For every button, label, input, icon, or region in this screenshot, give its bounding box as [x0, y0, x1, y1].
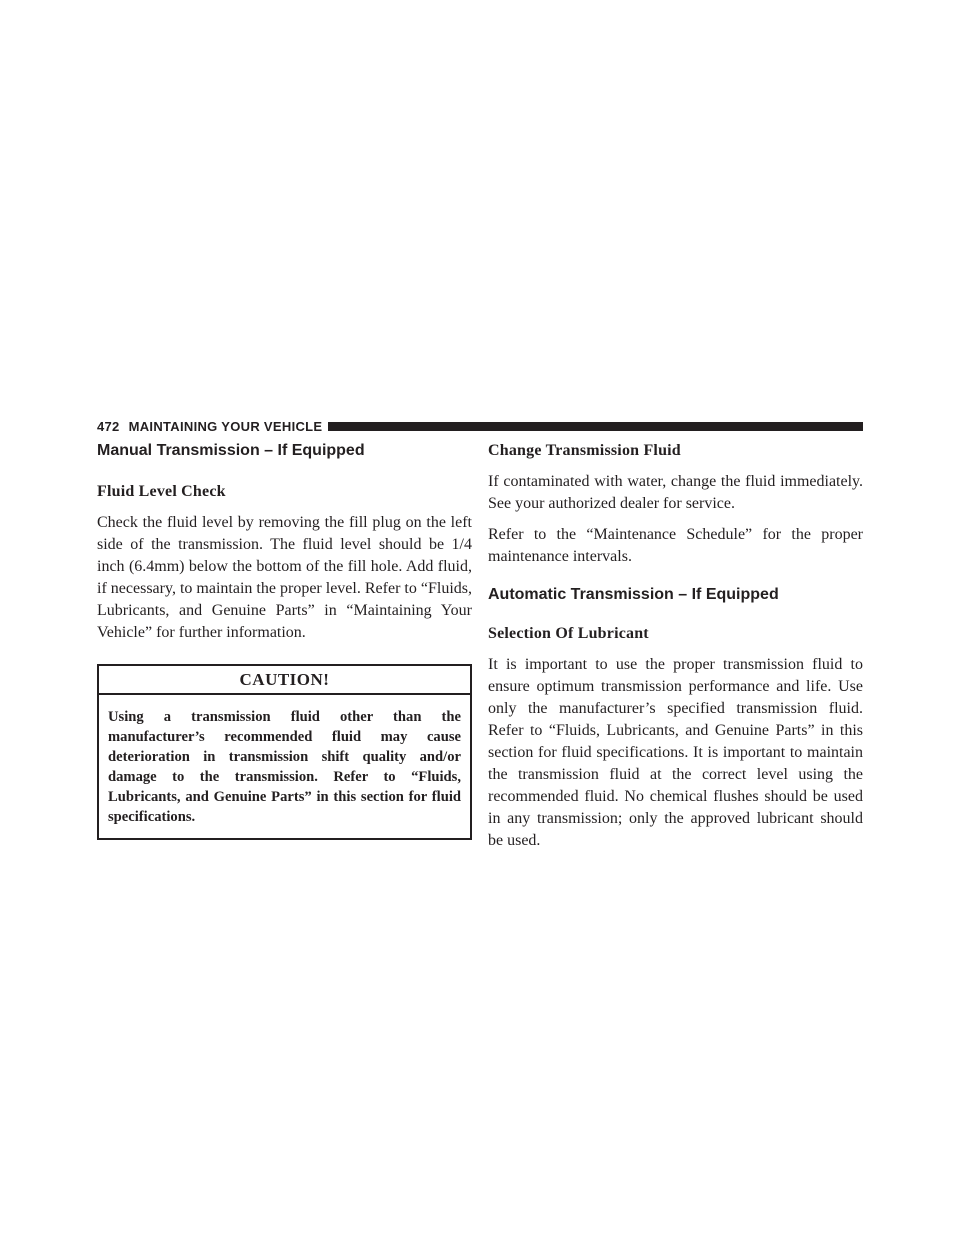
change-fluid-heading: Change Transmission Fluid: [488, 442, 681, 459]
automatic-transmission-heading: Automatic Transmission – If Equipped: [488, 586, 779, 603]
manual-transmission-heading: Manual Transmission – If Equipped: [97, 442, 365, 459]
page-number: 472: [97, 418, 120, 434]
fluid-level-paragraph: Check the fluid level by removing the fill plug on the left side of the transmission. The fluid level should be 1/4 inch (6.4mm) below the bottom of the fill hole. Add fluid, if necessary, to maintain the proper level. Refer to “Fluids, Lubricants, and Genuine Parts” in “Maintaining Your Vehicle” for further information.: [97, 514, 472, 641]
change-fluid-paragraph: If contaminated with water, change the fluid immediately. See your authorized dealer for service.: [488, 473, 863, 512]
section-name: MAINTAINING YOUR VEHICLE: [128, 418, 323, 434]
right-column: [488, 440, 863, 852]
selection-of-lubricant-heading: Selection Of Lubricant: [488, 625, 649, 642]
page-header: [97, 416, 863, 436]
header-rule: [328, 422, 863, 431]
caution-box: [97, 664, 472, 840]
left-column: [97, 440, 472, 840]
lubricant-paragraph: It is important to use the proper transmission fluid to ensure optimum transmission performance and life. Use only the manufacturer’s specified transmission fluid. Refer to “Fluids, Lubricants, and Genuine Parts” in this section for fluid specifications. It is important to maintain the transmission fluid at the correct level using the recommended fluid. No chemical flushes should be used in any transmission; only the approved lubricant should be used.: [488, 656, 863, 849]
fluid-level-check-heading: Fluid Level Check: [97, 483, 226, 500]
caution-title: CAUTION!: [99, 666, 470, 695]
caution-body: Using a transmission fluid other than the manufacturer’s recommended fluid may cause deterioration in transmission shift quality and/or damage to the transmission. Refer to “Fluids, Lubricants, and Genuine Parts” in this section for fluid specifications.: [108, 709, 461, 825]
maintenance-schedule-paragraph: Refer to the “Maintenance Schedule” for the proper maintenance intervals.: [488, 526, 863, 565]
